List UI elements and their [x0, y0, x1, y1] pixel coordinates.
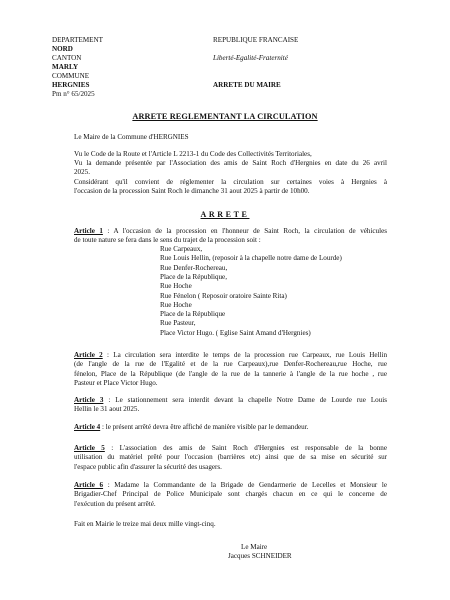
article-2 — [74, 351, 387, 389]
article-6-line-2: Brigadier-Chef Principal de Police Municipale sont chargés chacun en ce qui le concerne de — [74, 490, 387, 499]
article-4-line-1 — [74, 423, 387, 432]
street-item: Rue Denfer-Rochereau, — [160, 263, 228, 272]
article-3-line-1 — [74, 396, 387, 405]
article-4-text-1: : le présent arrêté devra être affiché de manière visible par le demandeur. — [100, 423, 309, 431]
article-1 — [74, 227, 387, 246]
street-item: Rue Carpeaux, — [160, 245, 203, 253]
article-1-line-2: de toute nature se fera dans le sens du trajet de la procession soit : — [74, 236, 261, 245]
article-1-text-1: : A l'occasion de la procession en l'honneur de Saint Roch, la circulation de véhicules — [102, 227, 387, 235]
article-6-line-3: l'exécution du présent arrêté. — [74, 499, 156, 508]
street-item: Rue Louis Hellin, (reposoir à la chapelle notre dame de Lourde) — [160, 254, 342, 263]
article-4 — [74, 423, 387, 432]
article-3-line-2: Hellin le 31 aout 2025. — [74, 405, 140, 414]
canton-label: CANTON — [52, 54, 82, 62]
article-2-line-2: (de l'angle de la rue de l'Egalité et de la rue Carpeaux),rue Denfer-Rochereau,rue Hoche, rue — [74, 360, 387, 369]
commune-label: COMMUNE — [52, 72, 90, 80]
street-item: Place de la République — [160, 310, 226, 319]
article-3 — [74, 396, 387, 415]
article-2-line-4: Pasteur et Place Victor Hugo. — [74, 379, 158, 388]
article-5-text-1: : L'association des amis de Saint Roch d'Hergnies est responsable de la bonne — [104, 444, 387, 452]
canton-value: MARLY — [52, 63, 79, 71]
article-5-line-2: utilisation du matériel prêté pour l'occasion (barrières etc) ainsi que de sa mise en sécurité sur — [74, 453, 387, 462]
document-title: ARRETE REGLEMENTANT LA CIRCULATION — [132, 112, 318, 121]
signature-role: Le Maire — [241, 543, 268, 551]
street-item: Rue Hoche — [160, 300, 192, 309]
arrete-du-maire-title: ARRETE DU MAIRE — [213, 81, 281, 89]
republic-title: REPUBLIQUE FRANCAISE — [213, 36, 299, 44]
article-3-text-1: : Le stationnement sera interdit devant la chapelle Notre Dame de Lourde rue Louis — [103, 396, 387, 404]
street-item: Rue Hoche — [160, 282, 192, 291]
commune-value: HERGNIES — [52, 81, 90, 89]
article-5-label: Article 5 — [74, 444, 105, 452]
street-item: Place Victor Hugo. ( Eglise Saint Amand d'Hergnies) — [160, 328, 311, 337]
arrete-heading: ARRETE — [200, 210, 250, 219]
reference-number: Pm n° 65/2025 — [52, 90, 95, 98]
considerant — [74, 178, 387, 197]
article-2-line-3: fénelon, Place de la République (de l'angle de la rue de la tannerie à l'angle de la rue hoche , rue — [74, 369, 387, 378]
maire-line: Le Maire de la Commune d'HERGNIES — [74, 133, 189, 141]
vu-demande-line-1: Vu la demande présentée par l'Association des amis de Saint Roch d'Hergnies en date du 26 avril — [74, 158, 387, 167]
article-2-label: Article 2 — [74, 351, 103, 359]
article-1-label: Article 1 — [74, 227, 103, 235]
departement-value: NORD — [52, 45, 73, 53]
street-item: Rue Pasteur, — [160, 319, 196, 328]
republic-motto: Liberté-Egalité-Fraternité — [213, 54, 288, 62]
vu-demande — [74, 159, 387, 178]
article-5-line-1 — [74, 444, 387, 453]
vu-demande-line-2: 2025. — [74, 167, 90, 176]
article-5-line-3: l'espace public afin d'assurer la sécurité des usagers. — [74, 462, 222, 471]
article-5 — [74, 444, 387, 472]
article-3-label: Article 3 — [74, 396, 104, 404]
vu-code-route: Vu le Code de la Route et l'Article L 2213-1 du Code des Collectivités Territoriales, — [74, 150, 312, 158]
article-1-line-1 — [74, 227, 387, 236]
article-6-text-1: : Madame la Commandante de la Brigade de Gendarmerie de Lecelles et Monsieur le — [103, 481, 387, 489]
article-6-label: Article 6 — [74, 481, 104, 489]
street-item: Rue Fénelon ( Reposoir oratoire Sainte Rita) — [160, 291, 287, 300]
article-6-line-1 — [74, 481, 387, 490]
article-2-text-1: : La circulation sera interdite le temps de la procession rue Carpeaux, rue Louis Hellin — [102, 351, 387, 359]
article-6 — [74, 481, 387, 509]
street-item: Place de la République, — [160, 272, 227, 281]
considerant-line-2: l'occasion de la procession Saint Roch le dimanche 31 aout 2025 à partir de 10h00. — [74, 186, 310, 195]
considerant-line-1: Considérant qu'il convient de réglementer la circulation sur certaines voies à Hergnies à — [74, 177, 387, 186]
article-2-line-1 — [74, 351, 387, 360]
departement-label: DEPARTEMENT — [52, 36, 103, 44]
article-4-label: Article 4 — [74, 423, 101, 431]
fait-en-mairie: Fait en Mairie le treize mai deux mille vingt-cinq. — [74, 520, 216, 528]
signature-name: Jacques SCHNEIDER — [228, 552, 292, 560]
